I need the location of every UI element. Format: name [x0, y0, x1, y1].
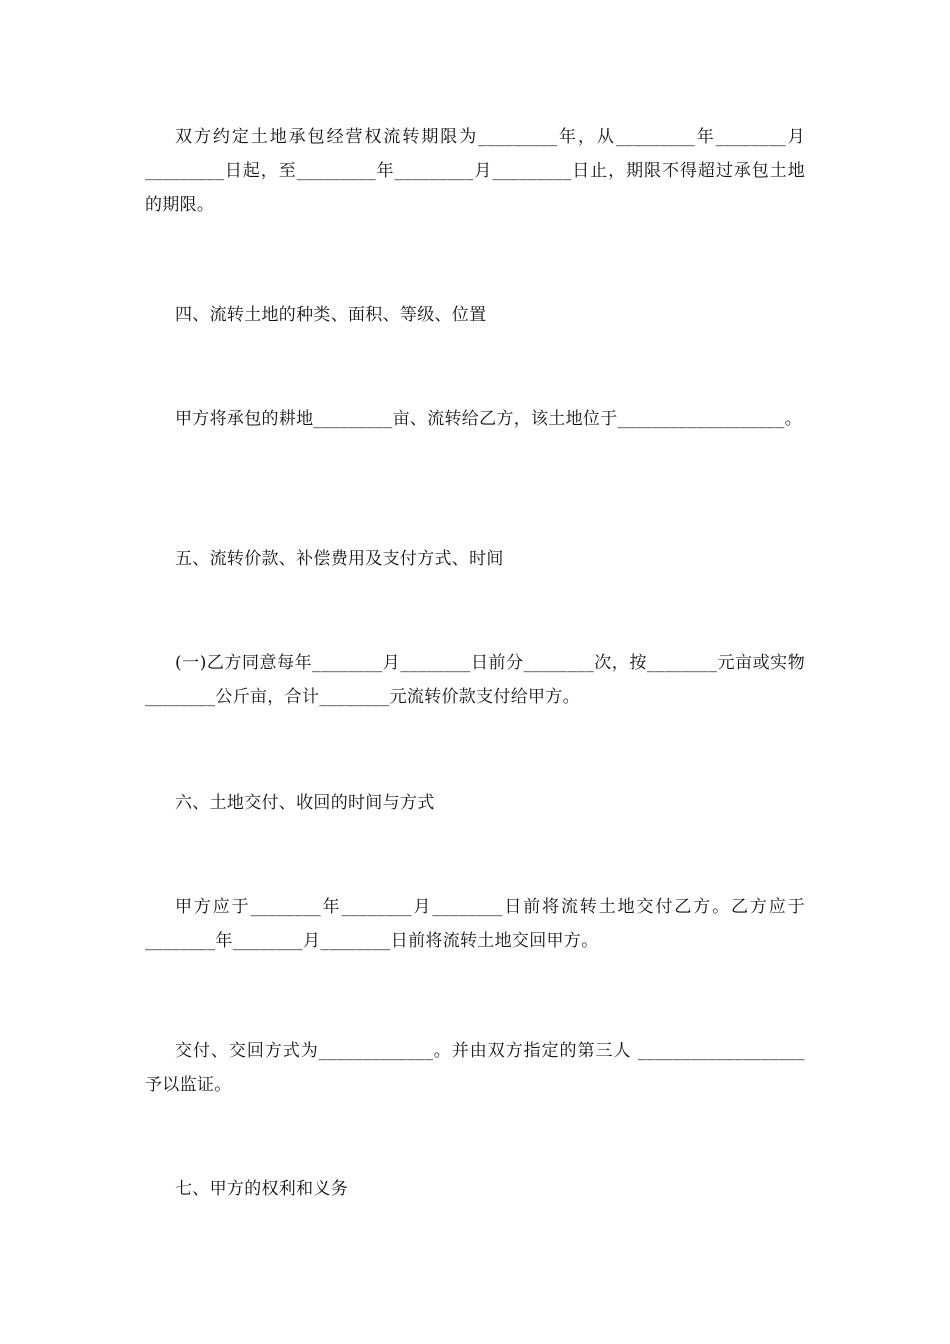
section-six-heading: 六、土地交付、收回的时间与方式	[175, 793, 435, 813]
section-seven-heading: 七、甲方的权利和义务	[175, 1179, 348, 1199]
section-four-heading: 四、流转土地的种类、面积、等级、位置	[175, 305, 487, 325]
term-paragraph: 双方约定土地承包经营权流转期限为_________年，从_________年________月_________日起，至_________年_________月_________日止，期限不得超过承包土地的期限。	[145, 127, 805, 215]
section-five-heading: 五、流转价款、补偿费用及支付方式、时间	[175, 549, 504, 569]
delivery-method-paragraph: 交付、交回方式为_____________。并由双方指定的第三人 ___________________予以监证。	[145, 1041, 805, 1095]
delivery-time-paragraph: 甲方应于________年________月________日前将流转土地交付乙方。乙方应于________年________月________日前将流转土地交回甲方。	[145, 897, 805, 951]
payment-paragraph: (一)乙方同意每年________月________日前分________次，按________元亩或实物________公斤亩，合计________元流转价款支付给甲方。	[145, 653, 805, 707]
land-paragraph: 甲方将承包的耕地_________亩、流转给乙方，该土地位于___________________。	[175, 409, 802, 429]
